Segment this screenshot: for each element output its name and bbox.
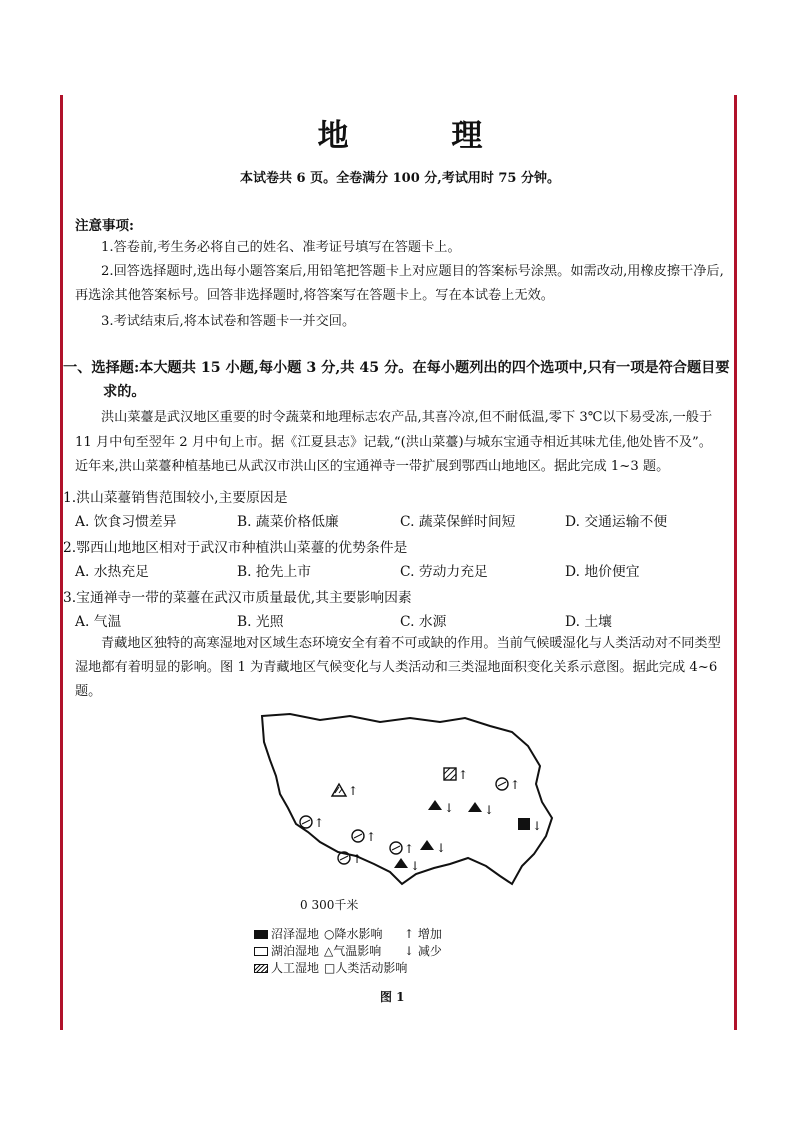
svg-text:↓: ↓ bbox=[444, 801, 455, 815]
marker-circle-c bbox=[352, 830, 376, 844]
page-subtitle: 本试卷共 6 页。全卷满分 100 分,考试用时 75 分钟。 bbox=[240, 171, 560, 186]
marker-swamp-e bbox=[518, 818, 542, 833]
down-arrow-icon: ↓ bbox=[404, 944, 418, 958]
section-heading bbox=[63, 356, 735, 404]
svg-text:↑: ↑ bbox=[348, 784, 359, 798]
q3-option-c[interactable]: C. 水源 bbox=[400, 614, 447, 630]
notice-heading: 注意事项: bbox=[75, 218, 134, 234]
q3-option-d[interactable]: D. 土壤 bbox=[565, 614, 612, 630]
legend-precip: ○降水影响 bbox=[324, 927, 383, 941]
hatched-swatch-icon bbox=[254, 964, 268, 973]
q1-option-a[interactable]: A. 饮食习惯差异 bbox=[75, 514, 177, 530]
swamp-swatch-icon bbox=[254, 930, 268, 939]
notice-item-3: 3.考试结束后,将本试卷和答题卡一并交回。 bbox=[101, 314, 356, 329]
svg-text:↓: ↓ bbox=[436, 841, 447, 855]
marker-circle-s bbox=[390, 842, 414, 856]
question-1-stem: 1.洪山菜薹销售范围较小,主要原因是 bbox=[63, 490, 288, 506]
question-3-stem: 3.宝通禅寺一带的菜薹在武汉市质量最优,其主要影响因素 bbox=[63, 590, 412, 606]
legend-swamp: 沼泽湿地 bbox=[254, 926, 319, 943]
q1-option-b[interactable]: B. 蔬菜价格低廉 bbox=[237, 514, 339, 530]
svg-text:↑: ↑ bbox=[352, 852, 363, 866]
q2-option-d[interactable]: D. 地价便宜 bbox=[565, 564, 640, 580]
left-margin-line bbox=[60, 95, 63, 1030]
legend-temp: △气温影响 bbox=[324, 944, 382, 958]
page-title: 地 理 bbox=[317, 118, 529, 154]
legend-human: □人类活动影响 bbox=[324, 961, 408, 975]
q1-option-d[interactable]: D. 交通运输不便 bbox=[565, 514, 668, 530]
svg-text:↓: ↓ bbox=[484, 803, 495, 817]
legend-decrease: ↓ 减少 bbox=[404, 944, 442, 958]
q1-option-c[interactable]: C. 蔬菜保鲜时间短 bbox=[400, 514, 516, 530]
marker-triangle-c1 bbox=[428, 800, 454, 815]
marker-circle-ne bbox=[496, 778, 520, 792]
passage-2: 青藏地区独特的高寒湿地对区域生态环境安全有着不可或缺的作用。当前气候暖湿化与人类活动对不同类型湿地都有着明显的影响。图 1 为青藏地区气候变化与人类活动和三类湿地面积变化关系示意图。据此完成 4~6 题。 bbox=[75, 636, 721, 699]
marker-hatched-n bbox=[444, 768, 468, 782]
svg-text:↓: ↓ bbox=[532, 819, 543, 833]
circle-icon: ○ bbox=[324, 927, 335, 941]
q3-option-a[interactable]: A. 气温 bbox=[75, 614, 122, 630]
right-margin-line bbox=[734, 95, 737, 1030]
marker-circle-w bbox=[300, 816, 324, 830]
passage-1: 洪山菜薹是武汉地区重要的时令蔬菜和地理标志农产品,其喜冷凉,但不耐低温,零下 3℃以下易受冻,一般于 11 月中旬至翌年 2 月中旬上市。据《江夏县志》记载,“(洪山菜薹)与城东宝通寺相近其味尤佳,他处皆不及”。近年来,洪山菜薹种植基地已从武汉市洪山区的宝通禅寺一带扩展到鄂西山地地区。据此完成 1~3 题。 bbox=[75, 410, 713, 474]
q2-option-b[interactable]: B. 抢先上市 bbox=[237, 564, 312, 580]
marker-lake-nw bbox=[332, 784, 358, 798]
legend-artificial: 人工湿地 bbox=[254, 960, 319, 977]
q3-option-b[interactable]: B. 光照 bbox=[237, 614, 284, 630]
legend-increase: ↑ 增加 bbox=[404, 927, 442, 941]
svg-text:↑: ↑ bbox=[458, 768, 469, 782]
notice-item-1: 1.答卷前,考生务必将自己的姓名、准考证号填写在答题卡上。 bbox=[101, 240, 461, 255]
region-outline bbox=[262, 714, 552, 884]
marker-triangle-s2 bbox=[394, 858, 420, 873]
square-icon: □ bbox=[324, 961, 336, 975]
figure-caption: 图 1 bbox=[380, 990, 405, 1004]
svg-text:↑: ↑ bbox=[366, 830, 377, 844]
up-arrow-icon: ↑ bbox=[404, 927, 418, 941]
map-legend bbox=[254, 926, 454, 977]
lake-swatch-icon bbox=[254, 947, 268, 956]
marker-triangle-c2 bbox=[468, 802, 494, 817]
svg-text:↑: ↑ bbox=[314, 816, 325, 830]
q2-option-c[interactable]: C. 劳动力充足 bbox=[400, 564, 488, 580]
tibet-wetland-map bbox=[250, 706, 560, 896]
marker-triangle-s bbox=[420, 840, 446, 855]
svg-text:↑: ↑ bbox=[404, 842, 415, 856]
triangle-icon: △ bbox=[324, 944, 334, 958]
section-heading-line1: 一、选择题:本大题共 15 小题,每小题 3 分,共 45 分。在每小题列出的四个选项中,只有一项是符合题目要 bbox=[63, 360, 730, 376]
q2-option-a[interactable]: A. 水热充足 bbox=[75, 564, 149, 580]
map-scale-label: 0 300千米 bbox=[300, 898, 359, 912]
section-heading-line2: 求的。 bbox=[103, 384, 146, 400]
svg-text:↓: ↓ bbox=[410, 859, 421, 873]
question-2-stem: 2.鄂西山地地区相对于武汉市种植洪山菜薹的优势条件是 bbox=[63, 540, 408, 556]
svg-text:↑: ↑ bbox=[510, 778, 521, 792]
notice-item-2: 2.回答选择题时,选出每小题答案后,用铅笔把答题卡上对应题目的答案标号涂黑。如需改动,用橡皮擦干净后,再选涂其他答案标号。回答非选择题时,将答案写在答题卡上。写在本试卷上无效。 bbox=[75, 264, 724, 303]
legend-lake: 湖泊湿地 bbox=[254, 943, 319, 960]
